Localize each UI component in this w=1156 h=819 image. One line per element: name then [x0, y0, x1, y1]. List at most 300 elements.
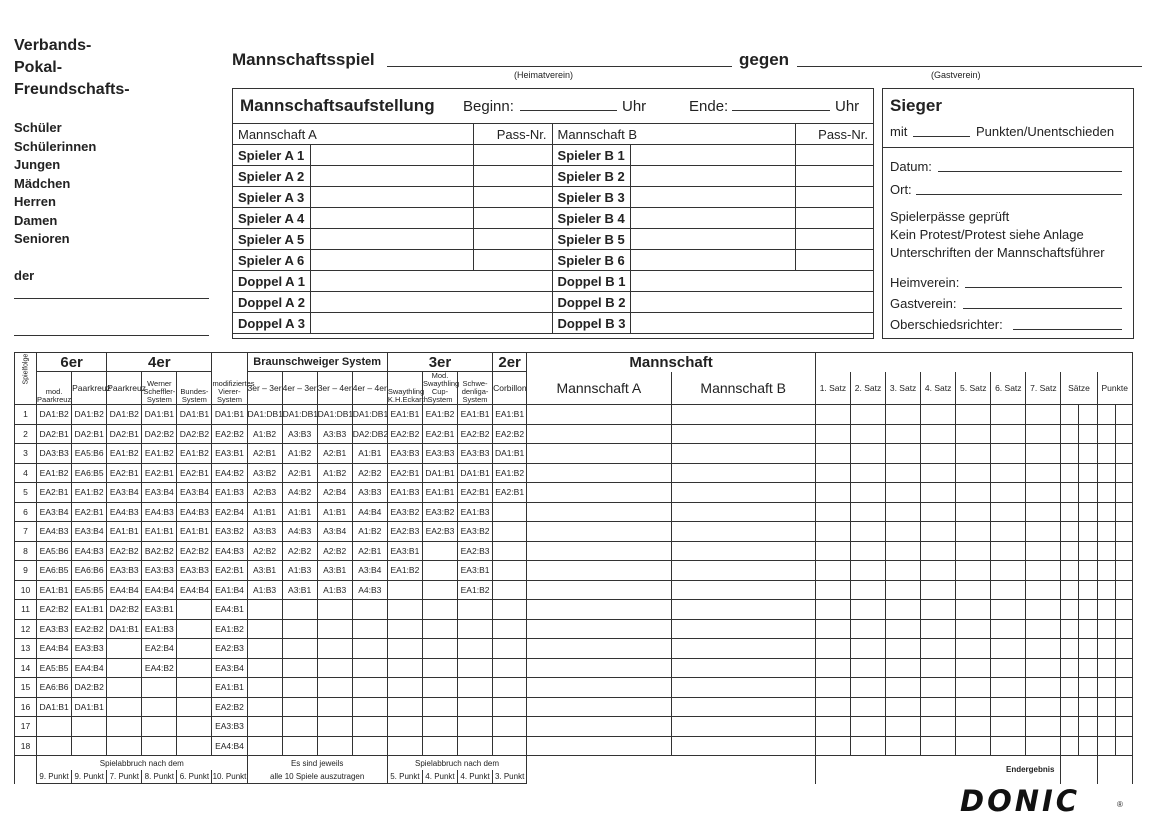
- saetze-cell[interactable]: [1079, 658, 1097, 678]
- team-a-cell[interactable]: [527, 424, 671, 444]
- satz-cell[interactable]: [921, 600, 956, 620]
- pairing-cell: EA1:B3: [142, 619, 177, 639]
- satz-cell[interactable]: [1026, 678, 1061, 698]
- saetze-cell[interactable]: [1079, 463, 1097, 483]
- punkte-cell[interactable]: [1097, 697, 1115, 717]
- player-b-name[interactable]: [631, 229, 796, 250]
- player-b-name[interactable]: [631, 166, 796, 187]
- pairing-cell: [422, 639, 457, 659]
- punkte-cell[interactable]: [1115, 600, 1132, 620]
- player-a-name[interactable]: [310, 208, 473, 229]
- satz-cell[interactable]: [1026, 600, 1061, 620]
- player-b-name[interactable]: [631, 187, 796, 208]
- satz-cell[interactable]: [921, 424, 956, 444]
- satz-cell[interactable]: [1026, 736, 1061, 756]
- saetze-cell[interactable]: [1061, 424, 1079, 444]
- satz-cell[interactable]: [815, 561, 850, 581]
- punkte-cell[interactable]: [1097, 619, 1115, 639]
- punkte-cell[interactable]: [1097, 522, 1115, 542]
- satz-cell[interactable]: [956, 678, 991, 698]
- team-a-cell[interactable]: [527, 639, 671, 659]
- satz-cell[interactable]: [815, 717, 850, 737]
- satz-cell[interactable]: [991, 600, 1026, 620]
- satz-cell[interactable]: [921, 678, 956, 698]
- saetze-cell[interactable]: [1061, 522, 1079, 542]
- satz-cell[interactable]: [921, 580, 956, 600]
- team-b-cell[interactable]: [671, 717, 815, 737]
- team-b-cell[interactable]: [671, 658, 815, 678]
- player-b-name[interactable]: [631, 208, 796, 229]
- satz-cell[interactable]: [886, 639, 921, 659]
- player-a-pass[interactable]: [473, 166, 552, 187]
- double-a-name[interactable]: [310, 313, 552, 334]
- satz-cell[interactable]: [886, 600, 921, 620]
- saetze-cell[interactable]: [1061, 658, 1079, 678]
- satz-cell[interactable]: [991, 717, 1026, 737]
- punkte-cell[interactable]: [1097, 444, 1115, 464]
- satz-cell[interactable]: [850, 483, 885, 503]
- satz-cell[interactable]: [991, 502, 1026, 522]
- saetze-cell[interactable]: [1079, 619, 1097, 639]
- satz-cell[interactable]: [815, 405, 850, 425]
- satz-cell[interactable]: [850, 561, 885, 581]
- player-a-name[interactable]: [310, 145, 473, 166]
- satz-cell[interactable]: [815, 639, 850, 659]
- satz-cell[interactable]: [850, 580, 885, 600]
- satz-cell[interactable]: [886, 658, 921, 678]
- satz-cell[interactable]: [921, 619, 956, 639]
- satz-cell[interactable]: [850, 736, 885, 756]
- satz-cell[interactable]: [956, 561, 991, 581]
- pairing-cell: EA1:B2: [142, 444, 177, 464]
- player-b-pass[interactable]: [796, 187, 874, 208]
- satz-cell[interactable]: [921, 717, 956, 737]
- satz-cell[interactable]: [850, 639, 885, 659]
- saetze-cell[interactable]: [1079, 697, 1097, 717]
- saetze-cell[interactable]: [1061, 717, 1079, 737]
- double-b-label: Doppel B 2: [552, 292, 631, 313]
- der-line-2[interactable]: [14, 335, 209, 336]
- pairing-cell: [247, 736, 282, 756]
- saetze-cell[interactable]: [1061, 697, 1079, 717]
- team-b-cell[interactable]: [671, 561, 815, 581]
- satz-cell[interactable]: [1026, 424, 1061, 444]
- satz-cell[interactable]: [815, 619, 850, 639]
- satz-cell[interactable]: [850, 522, 885, 542]
- satz-cell[interactable]: [956, 405, 991, 425]
- player-b-pass[interactable]: [796, 208, 874, 229]
- punkte-cell[interactable]: [1097, 502, 1115, 522]
- satz-cell[interactable]: [886, 522, 921, 542]
- punkte-cell[interactable]: [1097, 736, 1115, 756]
- player-a-pass[interactable]: [473, 145, 552, 166]
- double-b-name[interactable]: [631, 271, 874, 292]
- punkte-cell[interactable]: [1115, 580, 1132, 600]
- satz-cell[interactable]: [991, 424, 1026, 444]
- punkte-cell[interactable]: [1115, 405, 1132, 425]
- satz-cell[interactable]: [991, 736, 1026, 756]
- punkte-cell[interactable]: [1115, 463, 1132, 483]
- team-a-cell[interactable]: [527, 678, 671, 698]
- saetze-cell[interactable]: [1061, 736, 1079, 756]
- saetze-cell[interactable]: [1079, 600, 1097, 620]
- registered-mark: ®: [1117, 800, 1123, 809]
- punkte-cell[interactable]: [1097, 424, 1115, 444]
- team-a-cell[interactable]: [527, 697, 671, 717]
- punkte-cell[interactable]: [1115, 736, 1132, 756]
- saetze-cell[interactable]: [1079, 522, 1097, 542]
- team-b-cell[interactable]: [671, 639, 815, 659]
- pairing-cell: [177, 736, 212, 756]
- satz-cell[interactable]: [1026, 658, 1061, 678]
- satz-cell[interactable]: [1026, 619, 1061, 639]
- double-b-name[interactable]: [631, 313, 874, 334]
- satz-cell[interactable]: [815, 522, 850, 542]
- team-b-cell[interactable]: [671, 541, 815, 561]
- saetze-cell[interactable]: [1061, 444, 1079, 464]
- team-b-cell[interactable]: [671, 678, 815, 698]
- double-b-name[interactable]: [631, 292, 874, 313]
- punkte-cell[interactable]: [1115, 717, 1132, 737]
- satz-cell[interactable]: [956, 697, 991, 717]
- satz-cell[interactable]: [850, 444, 885, 464]
- double-a-name[interactable]: [310, 292, 552, 313]
- saetze-cell[interactable]: [1061, 580, 1079, 600]
- satz-cell[interactable]: [815, 736, 850, 756]
- punkte-cell[interactable]: [1115, 424, 1132, 444]
- punkte-cell[interactable]: [1115, 444, 1132, 464]
- game-row: [15, 522, 1133, 542]
- home-club-line[interactable]: [387, 66, 732, 67]
- pairing-cell: [458, 600, 493, 620]
- satz-cell[interactable]: [815, 541, 850, 561]
- satz-cell[interactable]: [886, 580, 921, 600]
- satz-cell[interactable]: [815, 658, 850, 678]
- team-a-cell[interactable]: [527, 405, 671, 425]
- team-b-cell[interactable]: [671, 580, 815, 600]
- satz-cell[interactable]: [850, 405, 885, 425]
- team-a-cell[interactable]: [527, 444, 671, 464]
- saetze-cell[interactable]: [1061, 678, 1079, 698]
- punkte-cell[interactable]: [1115, 483, 1132, 503]
- punkte-cell[interactable]: [1097, 405, 1115, 425]
- satz-cell[interactable]: [1026, 502, 1061, 522]
- satz-cell[interactable]: [1026, 561, 1061, 581]
- pairing-cell: [107, 717, 142, 737]
- saetze-cell[interactable]: [1061, 619, 1079, 639]
- player-a-pass[interactable]: [473, 229, 552, 250]
- pairing-cell: [72, 717, 107, 737]
- satz-cell[interactable]: [850, 541, 885, 561]
- team-a-cell[interactable]: [527, 483, 671, 503]
- satz-cell[interactable]: [956, 619, 991, 639]
- guest-sign-line[interactable]: [963, 308, 1122, 309]
- satz-cell[interactable]: [886, 502, 921, 522]
- col-punkte: Punkte: [1097, 372, 1133, 405]
- double-a-name[interactable]: [310, 271, 552, 292]
- team-a-cell[interactable]: [527, 619, 671, 639]
- satz-cell[interactable]: [921, 697, 956, 717]
- satz-cell[interactable]: [886, 463, 921, 483]
- satz-cell[interactable]: [1026, 697, 1061, 717]
- team-a-cell[interactable]: [527, 736, 671, 756]
- pairing-cell: DA1:B2: [72, 405, 107, 425]
- satz-cell[interactable]: [886, 619, 921, 639]
- satz-cell[interactable]: [815, 444, 850, 464]
- satz-cell[interactable]: [815, 424, 850, 444]
- team-a-cell[interactable]: [527, 522, 671, 542]
- satz-cell[interactable]: [815, 678, 850, 698]
- satz-cell[interactable]: [815, 600, 850, 620]
- satz-cell[interactable]: [850, 502, 885, 522]
- satz-cell[interactable]: [991, 561, 1026, 581]
- player-a-name[interactable]: [310, 166, 473, 187]
- satz-cell[interactable]: [956, 600, 991, 620]
- player-b-name[interactable]: [631, 250, 796, 271]
- final-punkte[interactable]: [1097, 756, 1133, 784]
- satz-cell[interactable]: [921, 736, 956, 756]
- saetze-cell[interactable]: [1061, 541, 1079, 561]
- punkte-cell[interactable]: [1115, 541, 1132, 561]
- player-b-pass[interactable]: [796, 229, 874, 250]
- saetze-cell[interactable]: [1061, 502, 1079, 522]
- saetze-cell[interactable]: [1061, 561, 1079, 581]
- pairing-cell: [282, 639, 317, 659]
- punkte-cell[interactable]: [1097, 483, 1115, 503]
- saetze-cell[interactable]: [1061, 483, 1079, 503]
- satz-cell[interactable]: [956, 658, 991, 678]
- saetze-cell[interactable]: [1079, 541, 1097, 561]
- satz-cell[interactable]: [921, 502, 956, 522]
- satz-cell[interactable]: [1026, 580, 1061, 600]
- punkte-cell[interactable]: [1097, 541, 1115, 561]
- satz-cell[interactable]: [956, 717, 991, 737]
- pairing-cell: A3:B1: [282, 580, 317, 600]
- satz-cell[interactable]: [956, 736, 991, 756]
- team-a-cell[interactable]: [527, 580, 671, 600]
- guest-club-line[interactable]: [797, 66, 1142, 67]
- satz-cell[interactable]: [815, 580, 850, 600]
- team-b-cell[interactable]: [671, 697, 815, 717]
- pairing-cell: A3:B3: [247, 522, 282, 542]
- saetze-cell[interactable]: [1079, 717, 1097, 737]
- satz-cell[interactable]: [956, 541, 991, 561]
- player-b-pass[interactable]: [796, 145, 874, 166]
- player-b-name[interactable]: [631, 145, 796, 166]
- satz-cell[interactable]: [1026, 541, 1061, 561]
- winner-points-line[interactable]: [913, 136, 970, 137]
- satz-cell[interactable]: [991, 580, 1026, 600]
- pairing-cell: [317, 717, 352, 737]
- saetze-cell[interactable]: [1079, 736, 1097, 756]
- all-games-label-1: Es sind jeweils: [247, 756, 387, 771]
- team-b-cell[interactable]: [671, 483, 815, 503]
- satz-cell[interactable]: [956, 580, 991, 600]
- satz-cell[interactable]: [921, 658, 956, 678]
- player-b-pass[interactable]: [796, 250, 874, 271]
- satz-cell[interactable]: [886, 405, 921, 425]
- player-a-pass[interactable]: [473, 187, 552, 208]
- satz-cell[interactable]: [956, 502, 991, 522]
- referee-sign-line[interactable]: [1013, 329, 1122, 330]
- satz-cell[interactable]: [956, 639, 991, 659]
- pairing-cell: [422, 697, 457, 717]
- satz-cell[interactable]: [1026, 717, 1061, 737]
- satz-cell[interactable]: [850, 697, 885, 717]
- saetze-cell[interactable]: [1079, 502, 1097, 522]
- punkte-cell[interactable]: [1115, 697, 1132, 717]
- saetze-cell[interactable]: [1079, 405, 1097, 425]
- satz-cell[interactable]: [956, 424, 991, 444]
- punkte-cell[interactable]: [1097, 717, 1115, 737]
- team-a-cell[interactable]: [527, 561, 671, 581]
- saetze-cell[interactable]: [1079, 678, 1097, 698]
- satz-cell[interactable]: [886, 697, 921, 717]
- team-a-cell[interactable]: [527, 463, 671, 483]
- satz-cell[interactable]: [921, 561, 956, 581]
- punkte-cell[interactable]: [1097, 463, 1115, 483]
- satz-cell[interactable]: [956, 463, 991, 483]
- satz-cell[interactable]: [921, 541, 956, 561]
- satz-cell[interactable]: [991, 619, 1026, 639]
- team-a-cell[interactable]: [527, 502, 671, 522]
- satz-cell[interactable]: [991, 697, 1026, 717]
- team-a-cell[interactable]: [527, 658, 671, 678]
- satz-cell[interactable]: [991, 678, 1026, 698]
- punkte-cell[interactable]: [1097, 561, 1115, 581]
- player-a-name[interactable]: [310, 187, 473, 208]
- satz-cell[interactable]: [991, 444, 1026, 464]
- saetze-cell[interactable]: [1079, 483, 1097, 503]
- team-a-cell[interactable]: [527, 541, 671, 561]
- satz-cell[interactable]: [921, 522, 956, 542]
- satz-cell[interactable]: [1026, 463, 1061, 483]
- saetze-cell[interactable]: [1079, 424, 1097, 444]
- satz-cell[interactable]: [1026, 405, 1061, 425]
- team-b-cell[interactable]: [671, 619, 815, 639]
- satz-cell[interactable]: [991, 463, 1026, 483]
- punkte-cell[interactable]: [1097, 600, 1115, 620]
- satz-cell[interactable]: [921, 639, 956, 659]
- team-b-cell[interactable]: [671, 463, 815, 483]
- satz-cell[interactable]: [956, 483, 991, 503]
- punkte-cell[interactable]: [1115, 561, 1132, 581]
- satz-cell[interactable]: [850, 658, 885, 678]
- satz-cell[interactable]: [921, 463, 956, 483]
- satz-cell[interactable]: [991, 522, 1026, 542]
- satz-cell[interactable]: [1026, 522, 1061, 542]
- player-a-pass[interactable]: [473, 208, 552, 229]
- satz-cell[interactable]: [850, 463, 885, 483]
- satz-cell[interactable]: [850, 619, 885, 639]
- begin-line[interactable]: [520, 110, 617, 111]
- team-b-cell[interactable]: [671, 424, 815, 444]
- satz-cell[interactable]: [886, 736, 921, 756]
- saetze-cell[interactable]: [1061, 405, 1079, 425]
- punkte-cell[interactable]: [1115, 502, 1132, 522]
- satz-cell[interactable]: [886, 717, 921, 737]
- satz-cell[interactable]: [886, 444, 921, 464]
- punkte-cell[interactable]: [1097, 678, 1115, 698]
- saetze-cell[interactable]: [1061, 463, 1079, 483]
- satz-cell[interactable]: [921, 444, 956, 464]
- player-b-pass[interactable]: [796, 166, 874, 187]
- end-line[interactable]: [732, 110, 830, 111]
- col-satz-2: 2. Satz: [850, 372, 885, 405]
- satz-cell[interactable]: [850, 600, 885, 620]
- team-b-cell[interactable]: [671, 405, 815, 425]
- satz-cell[interactable]: [815, 502, 850, 522]
- satz-cell[interactable]: [886, 483, 921, 503]
- punkte-cell[interactable]: [1115, 658, 1132, 678]
- satz-cell[interactable]: [956, 522, 991, 542]
- satz-cell[interactable]: [815, 483, 850, 503]
- team-a-cell[interactable]: [527, 600, 671, 620]
- satz-cell[interactable]: [886, 541, 921, 561]
- home-sign-line[interactable]: [965, 287, 1122, 288]
- punkte-cell[interactable]: [1115, 619, 1132, 639]
- abort-point: 3. Punkt: [493, 770, 527, 784]
- player-a-name[interactable]: [310, 229, 473, 250]
- satz-cell[interactable]: [921, 405, 956, 425]
- der-line-1[interactable]: [14, 298, 209, 299]
- saetze-cell[interactable]: [1079, 639, 1097, 659]
- satz-cell[interactable]: [921, 483, 956, 503]
- saetze-cell[interactable]: [1079, 444, 1097, 464]
- punkte-cell[interactable]: [1115, 522, 1132, 542]
- place-line[interactable]: [916, 194, 1122, 195]
- punkte-cell[interactable]: [1115, 639, 1132, 659]
- satz-cell[interactable]: [850, 678, 885, 698]
- final-saetze[interactable]: [1061, 756, 1097, 784]
- saetze-cell[interactable]: [1061, 600, 1079, 620]
- team-a-cell[interactable]: [527, 717, 671, 737]
- saetze-cell[interactable]: [1079, 580, 1097, 600]
- satz-cell[interactable]: [1026, 444, 1061, 464]
- satz-cell[interactable]: [1026, 639, 1061, 659]
- satz-cell[interactable]: [886, 561, 921, 581]
- satz-cell[interactable]: [850, 424, 885, 444]
- team-b-cell[interactable]: [671, 444, 815, 464]
- punkte-cell[interactable]: [1097, 580, 1115, 600]
- satz-cell[interactable]: [991, 658, 1026, 678]
- punkte-cell[interactable]: [1115, 678, 1132, 698]
- team-b-cell[interactable]: [671, 600, 815, 620]
- satz-cell[interactable]: [886, 424, 921, 444]
- player-a-name[interactable]: [310, 250, 473, 271]
- team-b-cell[interactable]: [671, 522, 815, 542]
- satz-cell[interactable]: [1026, 483, 1061, 503]
- satz-cell[interactable]: [991, 541, 1026, 561]
- team-b-cell[interactable]: [671, 736, 815, 756]
- team-b-cell[interactable]: [671, 502, 815, 522]
- punkte-cell[interactable]: [1097, 639, 1115, 659]
- date-line[interactable]: [938, 171, 1122, 172]
- satz-cell[interactable]: [991, 639, 1026, 659]
- saetze-cell[interactable]: [1079, 561, 1097, 581]
- satz-cell[interactable]: [886, 678, 921, 698]
- pairing-cell: A1:B2: [282, 444, 317, 464]
- satz-cell[interactable]: [956, 444, 991, 464]
- punkte-cell[interactable]: [1097, 658, 1115, 678]
- satz-cell[interactable]: [850, 717, 885, 737]
- player-a-pass[interactable]: [473, 250, 552, 271]
- satz-cell[interactable]: [991, 405, 1026, 425]
- saetze-cell[interactable]: [1061, 639, 1079, 659]
- satz-cell[interactable]: [815, 463, 850, 483]
- satz-cell[interactable]: [991, 483, 1026, 503]
- satz-cell[interactable]: [815, 697, 850, 717]
